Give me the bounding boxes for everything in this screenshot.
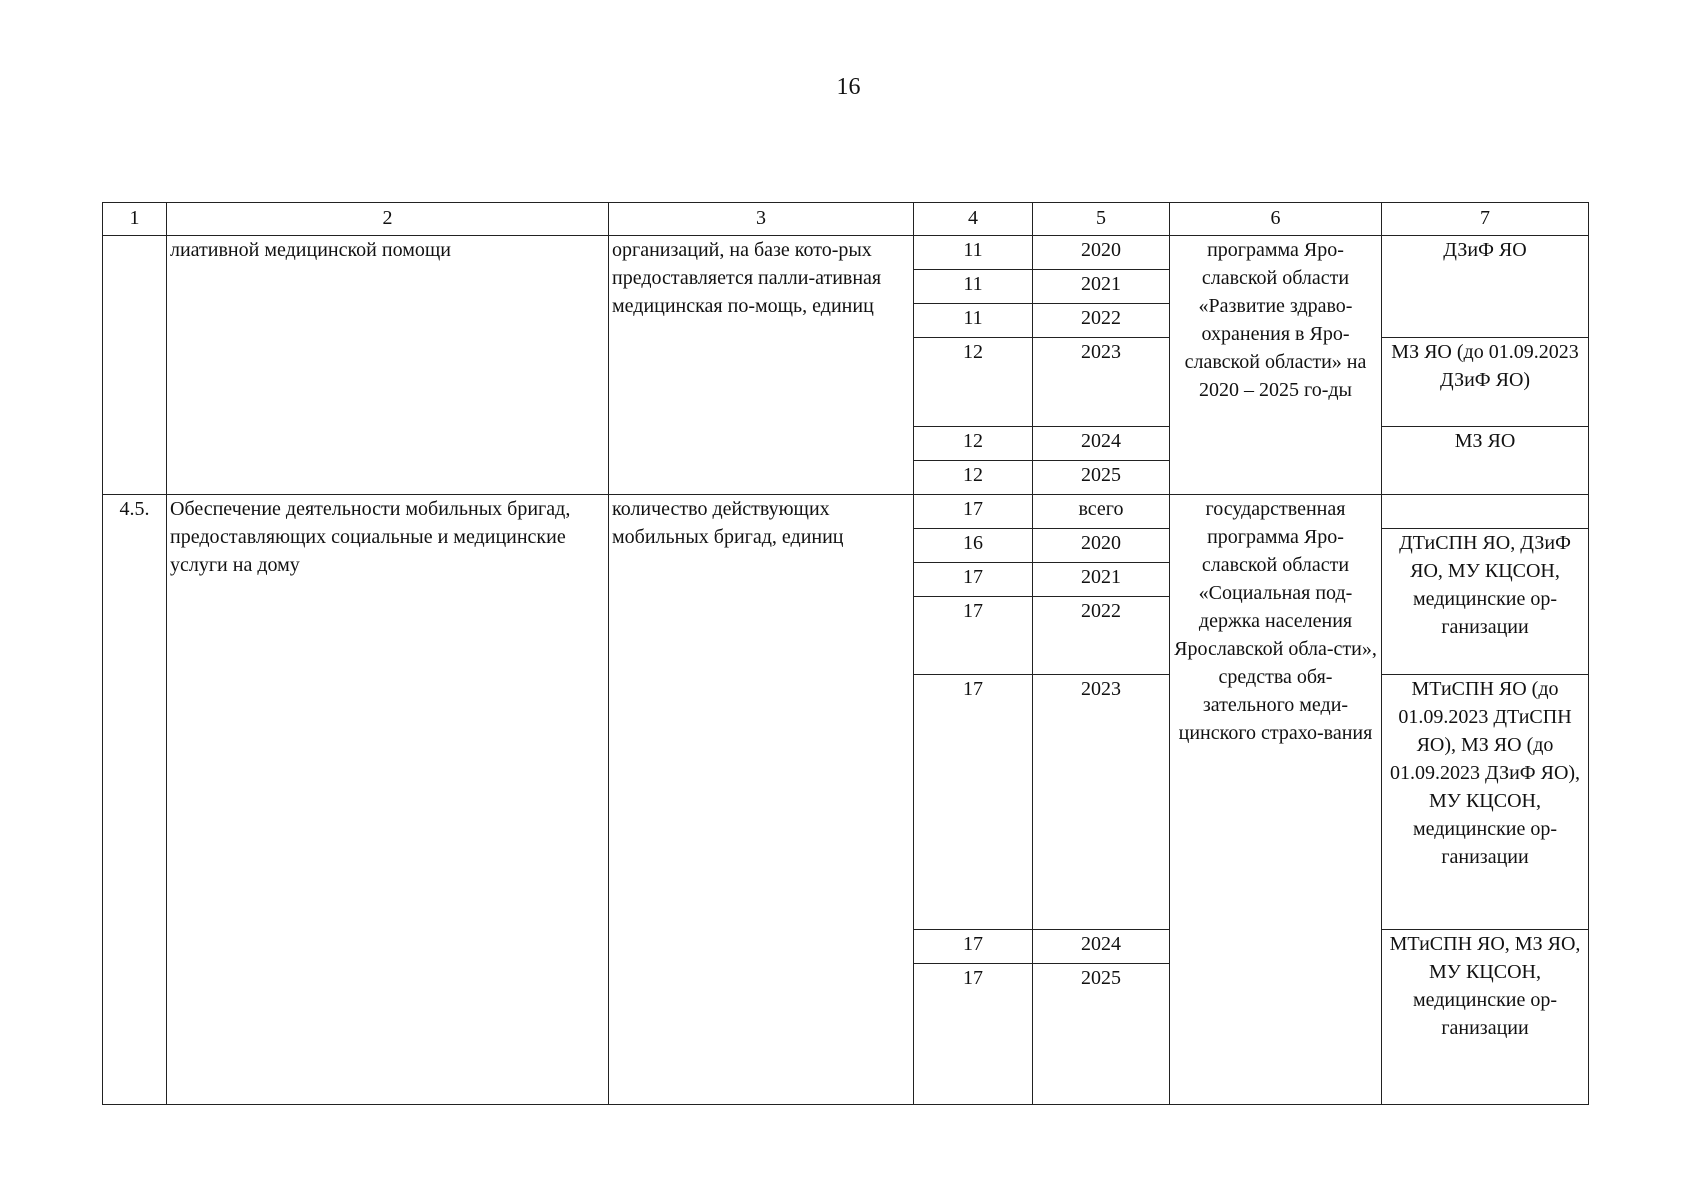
year-cell: 2022 [1033,597,1170,675]
year-cell: 2021 [1033,270,1170,304]
executor-cell: МЗ ЯО (до 01.09.2023 ДЗиФ ЯО) [1382,338,1589,427]
header-row [103,203,1589,236]
year-cell: 2020 [1033,236,1170,270]
row-number-cell [103,236,167,495]
year-cell: 2020 [1033,529,1170,563]
header-cell: 3 [609,203,914,236]
indicator-cell: организаций, на базе кото-рых предоставляется палли-ативная медицинская по-мощь, единиц [609,236,914,495]
measure-name-cell: лиативной медицинской помощи [167,236,609,495]
year-cell: 2025 [1033,964,1170,1105]
value-cell: 11 [914,304,1033,338]
year-cell: 2023 [1033,338,1170,427]
header-cell: 4 [914,203,1033,236]
executor-cell: ДТиСПН ЯО, ДЗиФ ЯО, МУ КЦСОН, медицинские ор-ганизации [1382,529,1589,675]
measure-name-cell: Обеспечение деятельности мобильных бригад, предоставляющих социальные и медицинские услуги на дому [167,495,609,1105]
table-row [103,236,1589,270]
value-cell: 12 [914,338,1033,427]
executor-cell: МТиСПН ЯО (до 01.09.2023 ДТиСПН ЯО), МЗ ЯО (до 01.09.2023 ДЗиФ ЯО), МУ КЦСОН, медицинские ор-ганизации [1382,675,1589,930]
header-cell: 5 [1033,203,1170,236]
executor-cell: МЗ ЯО [1382,427,1589,495]
value-cell: 16 [914,529,1033,563]
value-cell: 12 [914,427,1033,461]
value-cell: 17 [914,930,1033,964]
header-cell: 7 [1382,203,1589,236]
table-row [103,495,1589,529]
year-cell: 2024 [1033,930,1170,964]
year-cell: 2021 [1033,563,1170,597]
program-table [102,202,1589,1105]
value-cell: 11 [914,270,1033,304]
header-cell: 1 [103,203,167,236]
year-cell: 2022 [1033,304,1170,338]
value-cell: 17 [914,597,1033,675]
year-cell: 2024 [1033,427,1170,461]
header-cell: 2 [167,203,609,236]
year-cell: 2025 [1033,461,1170,495]
executor-cell [1382,495,1589,529]
funding-source-cell: государственная программа Яро-славской области «Социальная под-держка населения Ярославской обла-сти», средства обя-зательного меди-цинского страхо-вания [1170,495,1382,1105]
header-cell: 6 [1170,203,1382,236]
indicator-cell: количество действующих мобильных бригад, единиц [609,495,914,1105]
value-cell: 17 [914,563,1033,597]
funding-source-cell: программа Яро-славской области «Развитие здраво-охранения в Яро-славской области» на 2020 – 2025 го-ды [1170,236,1382,495]
value-cell: 12 [914,461,1033,495]
value-cell: 11 [914,236,1033,270]
year-cell: всего [1033,495,1170,529]
value-cell: 17 [914,495,1033,529]
value-cell: 17 [914,675,1033,930]
value-cell: 17 [914,964,1033,1105]
row-number-cell: 4.5. [103,495,167,1105]
page-number: 16 [836,74,861,100]
year-cell: 2023 [1033,675,1170,930]
executor-cell: ДЗиФ ЯО [1382,236,1589,338]
executor-cell: МТиСПН ЯО, МЗ ЯО, МУ КЦСОН, медицинские ор-ганизации [1382,930,1589,1105]
